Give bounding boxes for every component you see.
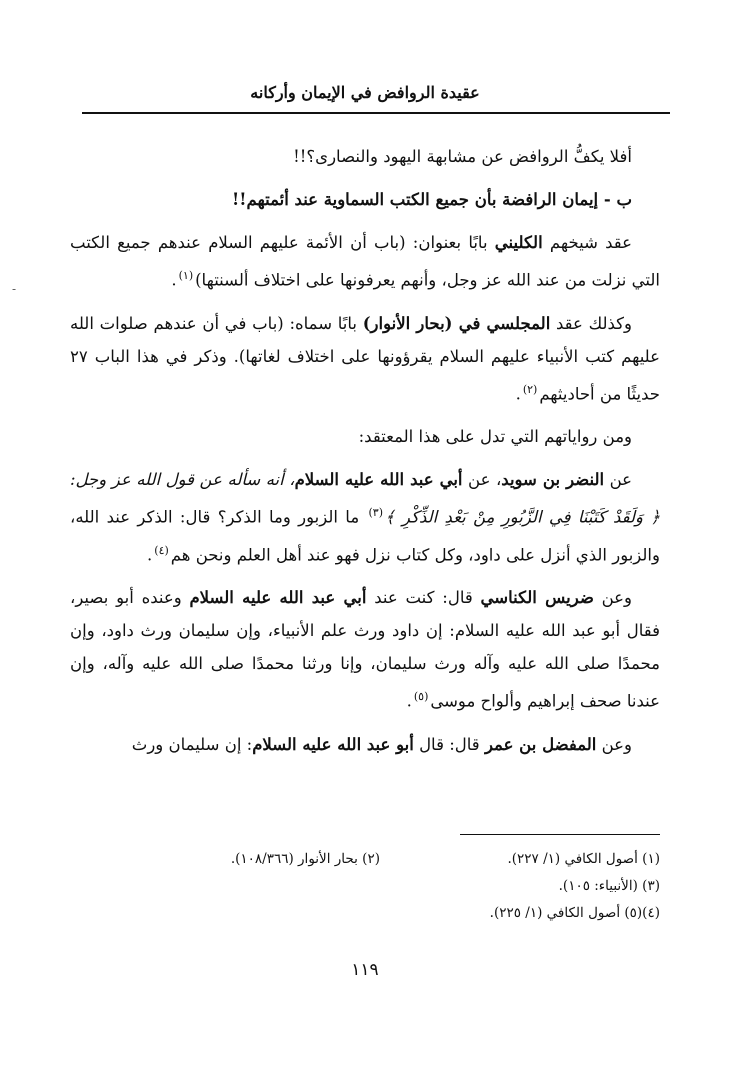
footnote-row-1	[70, 846, 660, 873]
paragraph-intro-text: ومن رواياتهم التي تدل على هذا المعتقد:	[358, 427, 632, 446]
footnote-4-5: (٤)(٥) أصول الكافي (١/ ٢٢٥).	[489, 905, 660, 921]
header-rule	[82, 112, 670, 114]
paragraph-mufaddal-mid: قال: قال	[413, 734, 485, 754]
paragraph-majlisi-end: .	[515, 384, 521, 403]
paragraph-mufaddal-rest: : إن سليمان ورث	[131, 734, 253, 754]
paragraph-1	[70, 140, 660, 173]
paragraph-nadr-rest: ، أنه سأله عن قول الله عز وجل: ﴿ وَلَقَدْ كَتَبْنَا فِي الزَّبُورِ مِنْ بَعْدِ الذِّكْرِ ﴾	[70, 470, 661, 527]
paragraph-durays-bold: ضريس الكناسي	[480, 588, 594, 607]
footnote-ref-4[interactable]: (٤)	[154, 543, 169, 557]
paragraph-durays-bold2: أبي عبد الله عليه السلام	[189, 588, 367, 607]
paragraph-nadr-bold: النضر بن سويد	[501, 470, 605, 489]
paragraph-1-text: أفلا يكفُّ الروافض عن مشابهة اليهود والنصارى؟!!	[293, 147, 632, 166]
paragraph-mufaddal	[70, 728, 660, 761]
paragraph-nadr-end: ما الزبور وما الذكر؟ قال: الذكر عند الله، والزبور الذي أنزل على داود، وكل كتاب نزل فهو عند أهل العلم ونحن هم	[70, 507, 660, 564]
paragraph-mufaddal-bold: المفضل بن عمر	[484, 734, 597, 754]
margin-mark: -	[12, 282, 17, 296]
section-heading-text: ب - إيمان الرافضة بأن جميع الكتب السماوية عند أئمتهم!!	[232, 190, 632, 209]
paragraph-durays-end: .	[406, 691, 412, 711]
paragraph-mufaddal-lead: وعن	[596, 734, 632, 754]
body-text	[70, 140, 660, 771]
footnote-ref-2[interactable]: (٢)	[522, 382, 538, 396]
paragraph-durays-lead: وعن	[593, 588, 632, 607]
paragraph-kulayni	[70, 226, 660, 297]
paragraph-nadr-lead: عن	[604, 470, 632, 489]
running-head: عقيدة الروافض في الإيمان وأركانه	[250, 83, 480, 102]
paragraph-kulayni-lead: عقد شيخهم	[542, 233, 632, 252]
footnotes	[70, 846, 660, 927]
footnote-ref-1[interactable]: (١)	[178, 269, 194, 282]
paragraph-majlisi-rest: بابًا سماه: (باب في أن عندهم صلوات الله عليهم كتب الأنبياء عليهم السلام يقرؤونها على اختلاف لغاتها). وذكر في هذا الباب ٢٧ حديثًا من أحاديثهم	[70, 313, 660, 403]
section-heading	[70, 183, 660, 216]
page-number: ١١٩	[351, 960, 379, 980]
book-page	[70, 0, 660, 1083]
footnote-ref-3[interactable]: (٣)	[368, 506, 383, 519]
paragraph-nadr-bold2: أبي عبد الله عليه السلام	[294, 470, 463, 489]
footnote-ref-5[interactable]: (٥)	[413, 690, 429, 703]
footnote-rule	[460, 834, 660, 835]
paragraph-kulayni-end: .	[171, 270, 177, 290]
paragraph-nadr-end2: .	[147, 545, 153, 564]
footnote-2: (٢) بحار الأنوار (١٠٨/٣٦٦).	[230, 851, 380, 867]
paragraph-kulayni-bold: الكليني	[494, 233, 543, 252]
paragraph-durays	[70, 581, 660, 718]
paragraph-kulayni-rest: بابًا بعنوان: (باب أن الأئمة عليهم السلام عندهم جميع الكتب التي نزلت من عند الله عز وجل، وأنهم يعرفونها على اختلاف ألسنتها)	[70, 233, 660, 290]
footnote-3: (٣) (الأنبياء: ١٠٥).	[558, 878, 660, 894]
paragraph-majlisi-bold: المجلسي في (بحار الأنوار)	[362, 313, 551, 333]
paragraph-majlisi-lead: وكذلك عقد	[550, 313, 633, 333]
paragraph-durays-mid: قال: كنت عند	[366, 588, 481, 607]
paragraph-durays-rest: وعنده أبو بصير، فقال أبو عبد الله عليه السلام: إن داود ورث علم الأنبياء، وإن سليمان ورث داود، وإن محمدًا صلى الله عليه وآله ورث سليمان، وإنا ورثنا محمدًا صلى الله عليه وآله، وإن عندنا صحف إبراهيم وألواح موسى	[70, 588, 660, 711]
paragraph-nadr	[70, 463, 660, 571]
paragraph-mufaddal-bold2: أبو عبد الله عليه السلام	[252, 734, 414, 754]
paragraph-intro	[70, 420, 660, 453]
paragraph-nadr-mid: ، عن	[462, 470, 502, 489]
footnote-1: (١) أصول الكافي (١/ ٢٢٧).	[507, 851, 660, 867]
paragraph-majlisi	[70, 307, 660, 411]
